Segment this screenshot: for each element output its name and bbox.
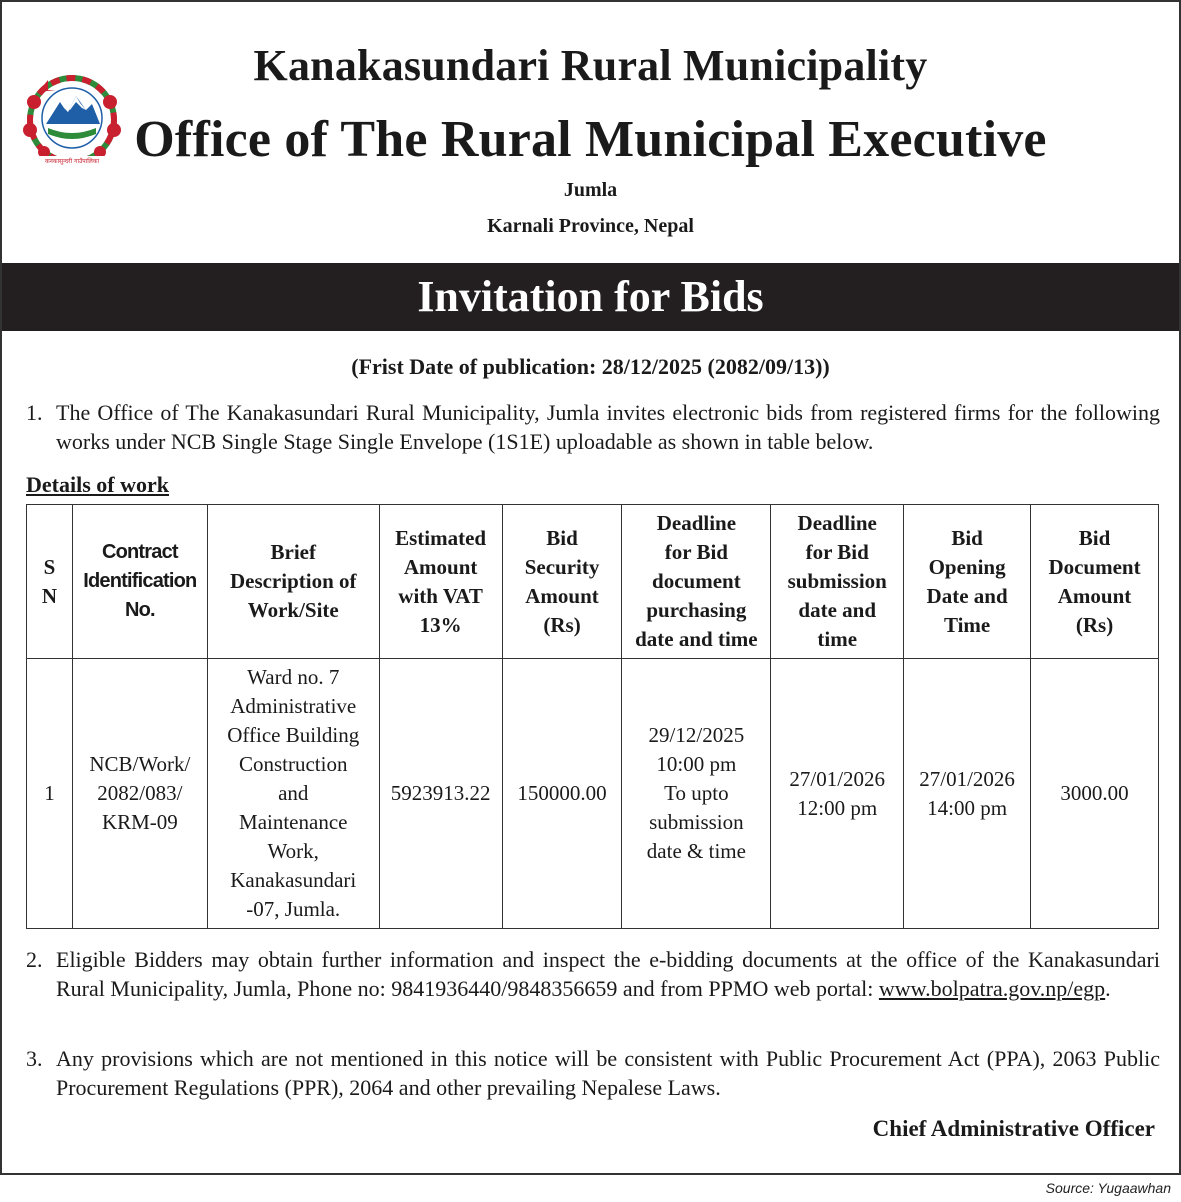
paragraph-number: 1. xyxy=(26,400,43,425)
province-name: Karnali Province, Nepal xyxy=(487,215,694,237)
cell-contract-id: NCB/Work/ 2082/083/ KRM-09 xyxy=(72,659,207,929)
works-table xyxy=(26,504,1159,929)
header-submission-deadline: Deadline for Bid submission date and time xyxy=(771,505,904,659)
header-opening-date: Bid Opening Date and Time xyxy=(904,505,1031,659)
source-credit: Source: Yugaawhan xyxy=(1045,1180,1171,1196)
bolpatra-link[interactable]: www.bolpatra.gov.np/egp xyxy=(878,976,1106,1001)
signatory-title: Chief Administrative Officer xyxy=(872,1116,1155,1141)
municipality-title: Kanakasundari Rural Municipality xyxy=(253,41,928,90)
cell-description: Ward no. 7 Administrative Office Building Construction and Maintenance Work, Kanakasundari -07, Jumla. xyxy=(207,659,379,929)
paragraph-text: Any provisions which are not mentioned in this notice will be consistent with Public Procurement Act (PPA), 2063 Public Procurement Regulations (PPR), 2064 and other prevailing Nepalese Laws. xyxy=(56,1046,1160,1100)
paragraph-text: Eligible Bidders may obtain further information and inspect the e-bidding documents at the office of the Kanakasundari Rural Municipality, Jumla, Phone no: 9841936440/9848356659 and from PPMO web portal: xyxy=(56,947,1160,1001)
cell-opening-date: 27/01/2026 14:00 pm xyxy=(904,659,1031,929)
header-document-amount: Bid Document Amount (Rs) xyxy=(1031,505,1159,659)
cell-document-amount: 3000.00 xyxy=(1031,659,1159,929)
publication-date: (Frist Date of publication: 28/12/2025 (2082/09/13)) xyxy=(351,354,830,379)
cell-purchase-deadline: 29/12/2025 10:00 pm To upto submission date & time xyxy=(622,659,771,929)
cell-submission-deadline: 27/01/2026 12:00 pm xyxy=(771,659,904,929)
paragraph-number: 2. xyxy=(26,947,43,972)
paragraph-3 xyxy=(26,1044,1160,1102)
svg-text:कनकासुन्दरी गाउँपालिका: कनकासुन्दरी गाउँपालिका xyxy=(44,158,100,165)
header-description: Brief Description of Work/Site xyxy=(207,505,379,659)
header-sn: S N xyxy=(27,505,73,659)
paragraph-end: . xyxy=(1105,976,1111,1001)
table-header-row xyxy=(27,505,1159,659)
paragraph-2 xyxy=(26,945,1160,1003)
paragraph-text-container xyxy=(56,945,1160,1003)
cell-estimated-amount: 5923913.22 xyxy=(379,659,502,929)
details-heading: Details of work xyxy=(26,472,169,497)
district-name: Jumla xyxy=(563,179,618,201)
header-purchase-deadline: Deadline for Bid document purchasing date and time xyxy=(622,505,771,659)
cell-bid-security: 150000.00 xyxy=(502,659,622,929)
cell-sn: 1 xyxy=(27,659,73,929)
paragraph-number: 3. xyxy=(26,1046,43,1071)
table-row xyxy=(27,659,1159,929)
paragraph-1 xyxy=(26,398,1160,456)
header-estimated-amount: Estimated Amount with VAT 13% xyxy=(379,505,502,659)
header-contract-id: Contract Identification No. xyxy=(72,505,207,659)
office-title: Office of The Rural Municipal Executive xyxy=(134,111,1047,168)
paragraph-text: The Office of The Kanakasundari Rural Municipality, Jumla invites electronic bids from registered firms for the following works under NCB Single Stage Single Envelope (1S1E) uploadable as shown in table below. xyxy=(56,400,1160,454)
header-bid-security: Bid Security Amount (Rs) xyxy=(502,505,622,659)
invitation-banner: Invitation for Bids xyxy=(2,263,1179,331)
